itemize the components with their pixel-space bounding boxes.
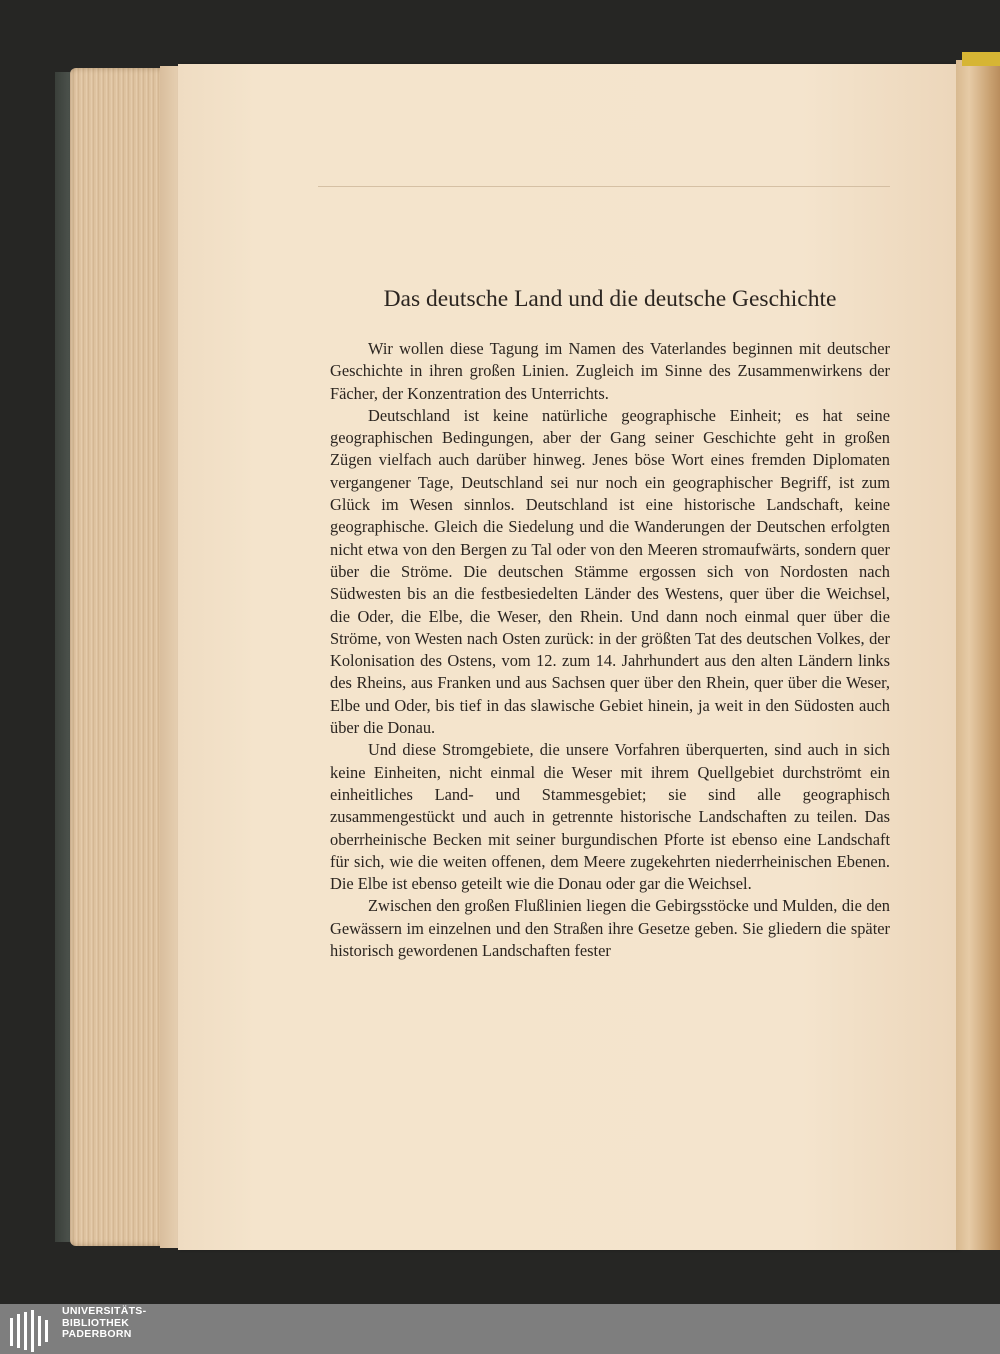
logo-line: BIBLIOTHEK <box>62 1316 130 1329</box>
paragraph: Zwischen den großen Flußlinien liegen die Gebirgsstöcke und Mulden, die den Gewässern im einzelnen und den Straßen ihre Gesetze geben. Sie gliedern die später historisch gewordenen Landschaften fester <box>330 896 890 961</box>
bookmark-strip <box>962 52 1000 66</box>
paragraph: Deutschland ist keine natürliche geographische Einheit; es hat seine geographischen Bedingungen, aber der Gang seiner Geschichte geht in großen Zügen vielfach auch darüber hinweg. Jenes böse Wort eines fremden Diplomaten vergangener Tage, Deutschland sei nur noch ein geographischer Begriff, ist zum Glück im Wesen sinnlos. Deutschland ist eine historische Landschaft, keine geographische. Gleich die Siedelung und die Wanderungen der Deutschen erfolgten nicht etwa von den Bergen zu Tal oder von den Meeren stromaufwärts, sondern quer über die Ströme. Die deutschen Stämme ergossen sich von Nordosten nach Südwesten bis an die festbesiedelten Länder des Westens, quer über die Weichsel, die Oder, die Elbe, die Weser, den Rhein. Und dann noch einmal quer über die Ströme, von Westen nach Osten zurück: in der größten Tat des deutschen Volkes, der Kolonisation des Ostens, vom 12. zum 14. Jahrhundert aus den alten Ländern links des Rheins, aus Franken und aus Sachsen quer über den Rhein, quer über die Weser, Elbe und Oder, bis tief in das slawische Gebiet hinein, ja weit in den Südosten auch über die Donau. <box>330 405 890 738</box>
library-logo-icon <box>10 1310 56 1352</box>
library-logo-text <box>62 1306 146 1341</box>
library-footer <box>0 1304 1000 1354</box>
paragraph: Und diese Stromgebiete, die unsere Vorfahren überquerten, sind auch in sich keine Einheiten, nicht einmal die Weser mit ihrem Quellgebiet durchströmt ein einheitliches Land- und Stammesgebiet; sie sind alle geographisch zusammengestückt und auch in getrennte historische Landschaften zu teilen. Das oberrheinische Becken mit seiner burgundischen Pforte ist ebenso eine Landschaft für sich, wie die weiten offenen, dem Meere zugekehrten niederrheinischen Ebenen. Die Elbe ist ebenso geteilt wie die Donau oder gar die Weichsel. <box>330 740 890 894</box>
logo-line: UNIVERSITÄTS- <box>62 1305 147 1317</box>
page-title: Das deutsche Land und die deutsche Geschichte <box>383 286 837 312</box>
facing-page-edge <box>956 60 1000 1250</box>
paragraph: Wir wollen diese Tagung im Namen des Vaterlandes beginnen mit deutscher Geschichte in ihren großen Linien. Zugleich im Sinne des Zusammenwirkens der Fächer, der Konzentration des Unterrichts. <box>330 339 890 403</box>
show-through-rule <box>318 186 890 187</box>
body-text <box>330 338 890 962</box>
logo-line: PADERBORN <box>62 1328 132 1340</box>
